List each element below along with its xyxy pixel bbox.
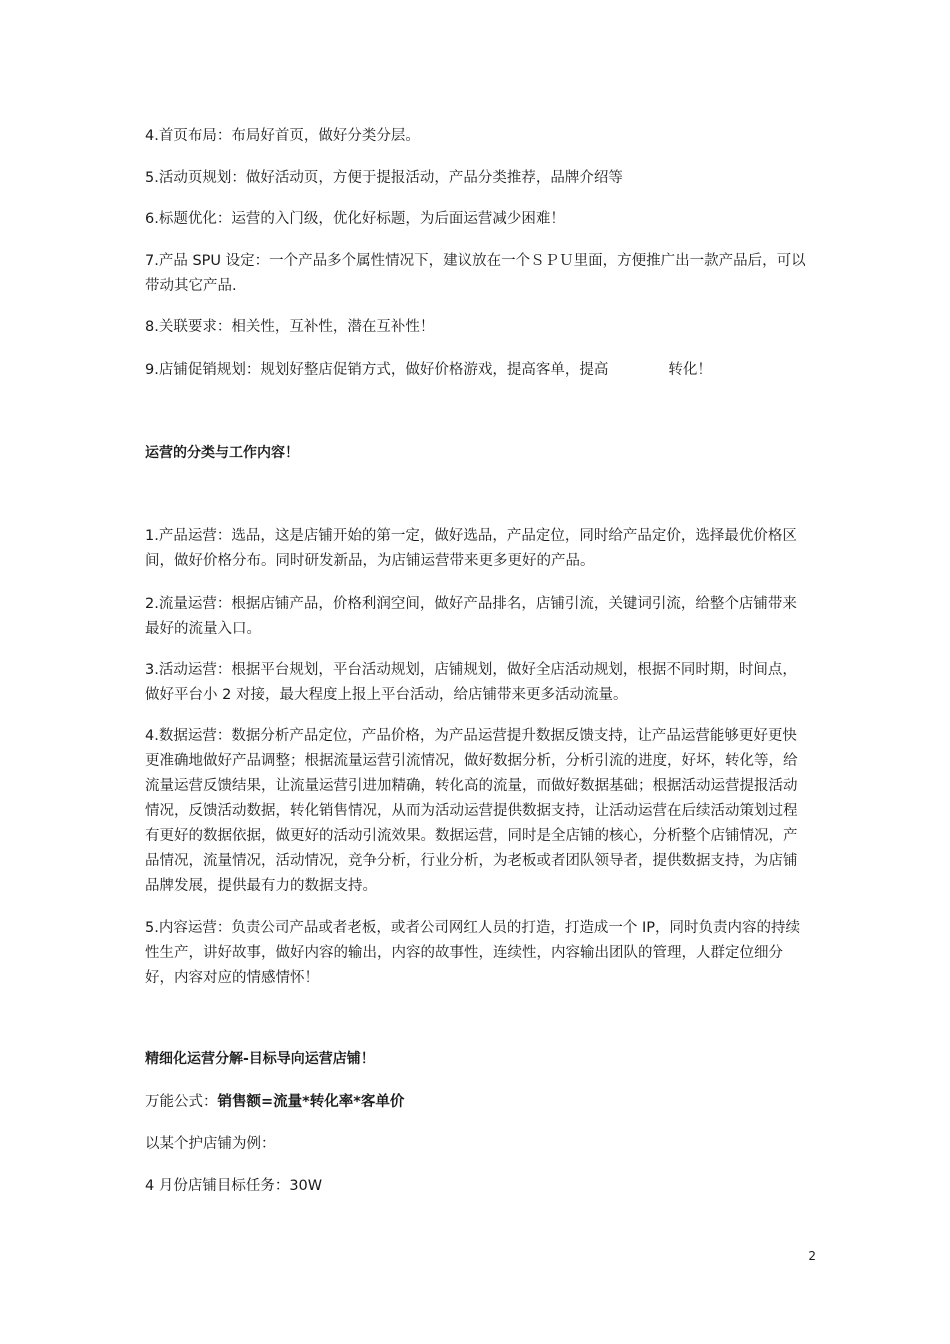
list-text: 流量运营：根据店铺产品，价格利润空间，做好产品排名，店铺引流，关键词引流，给整个店铺带来最好的流量入口。 bbox=[145, 596, 797, 637]
ops-item-1 bbox=[145, 524, 807, 574]
list-text: 数据运营：数据分析产品定位，产品价格，为产品运营提升数据反馈支持，让产品运营能够更好更快更准确地做好产品调整；根据流量运营引流情况，做好数据分析，分析引流的进度，好坏，转化等，给流量运营反馈结果，让流量运营引进加精确，转化高的流量，而做好数据基础；根据活动运营提报活动情况，反馈活动数据，转化销售情况，从而为活动运营提供数据支持，让活动运营在后续活动策划过程有更好的数据依据，做更好的活动引流效果。数据运营，同时是全店铺的核心，分析整个店铺情况，产品情况，流量情况，活动情况，竞争分析，行业分析，为老板或者团队领导者，提供数据支持，为店铺品牌发展，提供最有力的数据支持。 bbox=[145, 728, 798, 894]
list-item-4 bbox=[145, 124, 807, 149]
list-number: 4. bbox=[145, 728, 159, 744]
formula-label: 万能公式： bbox=[145, 1094, 218, 1110]
formula-line bbox=[145, 1090, 807, 1115]
list-item-6 bbox=[145, 207, 807, 232]
list-number: 8. bbox=[145, 319, 159, 335]
page-number: 2 bbox=[808, 1249, 816, 1263]
ops-item-4 bbox=[145, 724, 807, 899]
list-number: 9. bbox=[145, 362, 159, 378]
formula-value: 销售额=流量*转化率*客单价 bbox=[217, 1094, 405, 1110]
list-number: 3. bbox=[145, 662, 159, 678]
list-number: 7. bbox=[145, 253, 159, 269]
list-item-9 bbox=[145, 358, 807, 383]
target-line: 4 月份店铺目标任务：30W bbox=[145, 1178, 323, 1194]
example-line: 以某个护店铺为例： bbox=[145, 1136, 276, 1152]
ops-item-5 bbox=[145, 916, 807, 991]
list-number: 6. bbox=[145, 211, 159, 227]
section-heading-fine: 精细化运营分解-目标导向运营店铺！ bbox=[145, 1051, 375, 1067]
list-text: 关联要求：相关性，互补性，潜在互补性！ bbox=[158, 319, 435, 335]
list-number: 4. bbox=[145, 128, 159, 144]
list-text: 活动运营：根据平台规划，平台活动规划，店铺规划，做好全店活动规划，根据不同时期，时间点，做好平台小 2 对接，最大程度上报上平台活动，给店铺带来更多活动流量。 bbox=[145, 662, 797, 703]
ops-item-2 bbox=[145, 592, 807, 642]
list-text: 首页布局：布局好首页，做好分类分层。 bbox=[158, 128, 420, 144]
list-item-8 bbox=[145, 315, 807, 340]
list-text: 标题优化：运营的入门级，优化好标题，为后面运营减少困难！ bbox=[158, 211, 565, 227]
list-item-7 bbox=[145, 249, 807, 299]
list-number: 5. bbox=[145, 170, 159, 186]
list-text: 活动页规划：做好活动页，方便于提报活动，产品分类推荐，品牌介绍等 bbox=[158, 170, 623, 186]
list-number: 2. bbox=[145, 596, 159, 612]
list-text: 产品运营：选品，这是店铺开始的第一定，做好选品，产品定位，同时给产品定价，选择最优价格区间，做好价格分布。同时研发新品，为店铺运营带来更多更好的产品。 bbox=[145, 528, 797, 569]
list-text-tail: 转化！ bbox=[668, 362, 712, 378]
list-text: 店铺促销规划：规划好整店促销方式，做好价格游戏，提高客单，提高 bbox=[158, 362, 609, 378]
list-number: 5. bbox=[145, 920, 159, 936]
list-text: 产品 SPU 设定：一个产品多个属性情况下，建议放在一个ＳＰＵ里面，方便推广出一款产品后，可以带动其它产品. bbox=[145, 253, 806, 294]
list-text: 内容运营：负责公司产品或者老板，或者公司网红人员的打造，打造成一个 IP，同时负责内容的持续性生产，讲好故事，做好内容的输出，内容的故事性，连续性，内容输出团队的管理，人群定位细分好，内容对应的情感情怀！ bbox=[145, 920, 800, 986]
list-item-5 bbox=[145, 166, 807, 191]
ops-item-3 bbox=[145, 658, 807, 708]
list-number: 1. bbox=[145, 528, 159, 544]
section-heading-ops: 运营的分类与工作内容！ bbox=[145, 445, 299, 461]
